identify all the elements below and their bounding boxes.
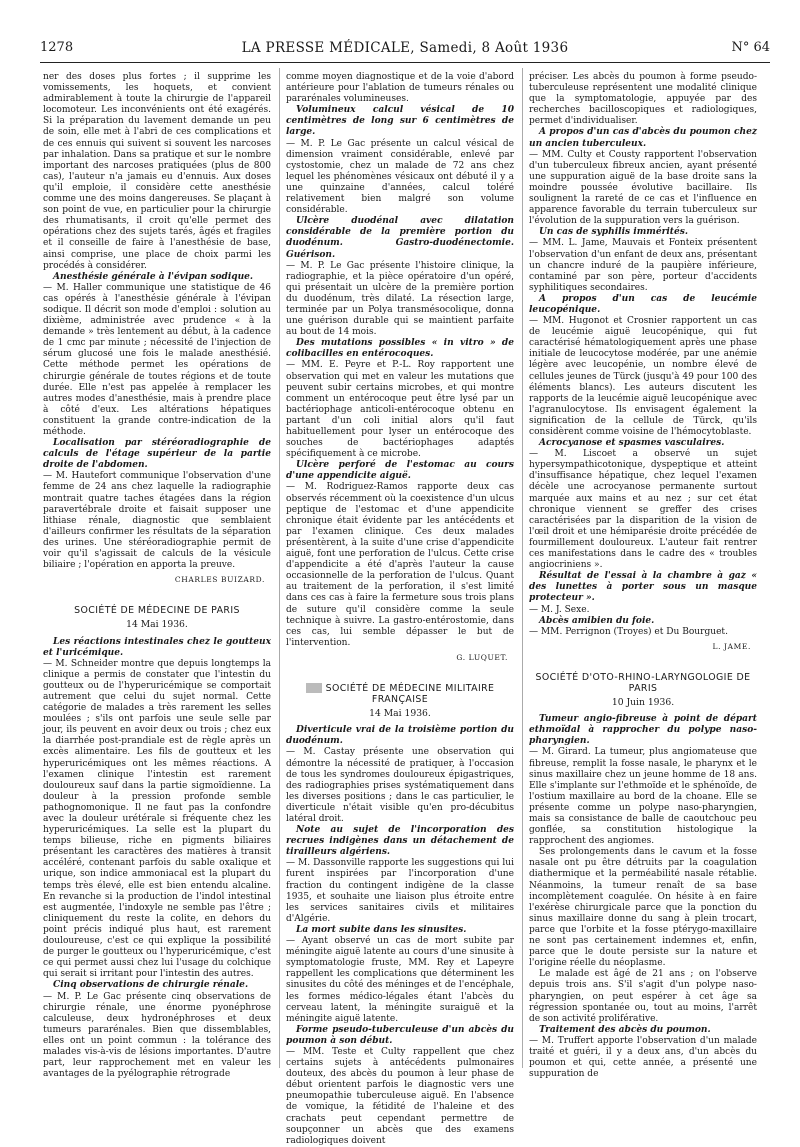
issue-number: N° 64: [731, 40, 770, 55]
paragraph: — M. Liscoet a observé un sujet hypersympathicotonique, dyspeptique et atteint d'insuffisance hépatique, chez lequel l'examen décèle une acrocyanose permanente surtout marquée aux mains et au nez ; sur cet état chronique viennent se greffer des crises caractérisées par la disparition de la vision de l'œil droit et une hémiparésie droite précédée de fourmillement douloureux. L'auteur fait rentrer ces manifestations dans le cadre des « troubles angiocriniens ».: [529, 449, 757, 571]
paragraph: — MM. Perrignon (Troyes) et Du Bourguet.: [529, 626, 728, 637]
article-heading: La mort subite dans les sinusites.: [296, 924, 467, 935]
article-heading: A propos d'un cas de leucémie leucopénique.: [529, 293, 757, 315]
paragraph: — M. P. Le Gac présente cinq observations de chirurgie rénale, une énorme pyonéphrose calculeuse, deux hydronéphroses et deux tumeurs pararénales. Bien que dissemblables, elles ont un point commun : la tolérance des malades vis-à-vis de lésions importantes. D'autre part, leur rapprochement met en valeur les avantages de la pyélographie rétrograde: [43, 991, 271, 1080]
paragraph: — MM. Teste et Culty rappellent que chez certains sujets à antécédents pulmonaires douteux, des abcès du poumon à leur phase de début orientent parfois le diagnostic vers une pneumopathie tuberculeuse aiguë. En l'absence de vomique, la fétidité de l'haleine et des crachats peut cependant permettre de soupçonner un abcès que des examens radiologiques doivent: [286, 1046, 514, 1146]
article-heading: A propos d'un cas d'abcès du poumon chez un ancien tuberculeux.: [529, 127, 757, 149]
stamp-mark: [306, 683, 322, 693]
header-rule: [40, 62, 770, 63]
paragraph: — M. Truffert apporte l'observation d'un malade traité et guéri, il y a deux ans, d'un abcès du poumon et qui, cette année, a présenté une suppuration de: [529, 1035, 757, 1080]
paragraph: préciser. Les abcès du poumon à forme pseudo-tuberculeuse représentent une modalité clinique que la symptomatologie, appuyée par des recherches bacilloscopiques et radiologiques, permet d'individualiser.: [529, 72, 757, 127]
section-title-text: SOCIÉTÉ DE MÉDECINE MILITAIRE FRANÇAISE: [325, 682, 495, 706]
column-divider: [279, 68, 280, 1068]
section-title: [286, 683, 514, 705]
section-title: SOCIÉTÉ DE MÉDECINE DE PARIS: [74, 605, 240, 617]
page-number: 1278: [40, 40, 74, 55]
article-heading: Localisation par stéréoradiographie de calculs de l'étage supérieur de la partie droite de l'abdomen.: [43, 438, 271, 471]
paragraph: — Ayant observé un cas de mort subite par méningite aiguë latente au cours d'une sinusite à symptomatologie fruste, MM. Rey et Lapeyre rappellent les complications que déterminent les sinusites du côté des méninges et de l'encéphale, les formes médico-légales étant l'abcès du cerveau latent, la méningite suraiguë et la méningite aiguë latente.: [286, 936, 514, 1024]
paragraph: — M. P. Le Gac présente un calcul vésical de dimension vraiment considérable, enlevé par cystostomie, chez un malade de 72 ans chez lequel les phénomènes vésicaux ont débuté il y a une quinzaine d'années, calcul toléré relativement bien malgré son volume considérable.: [286, 138, 514, 216]
paragraph: Ses prolongements dans le cavum et la fosse nasale ont pu être détruits par la coagulation diathermique et la perméabilité nasale rétablie. Néanmoins, la tumeur renaît de sa base incomplètement coagulée. On hésite à en faire l'exérèse chirurgicale parce que la ponction du sinus maxillaire donne du sang à plein trocart, parce que l'orbite et la fosse ptérygo-maxillaire ne sont pas certainement indemnes et, enfin, parce que le doute persiste sur la nature et l'origine réelle du néoplasme.: [529, 847, 757, 969]
article-heading: Tumeur angio-fibreuse à point de départ ethmoïdal à rapprocher du polype naso-pharyngien.: [529, 714, 757, 747]
paragraph: comme moyen diagnostique et de la voie d'abord antérieure pour l'ablation de tumeurs rénales ou pararénales volumineuses.: [286, 72, 514, 105]
paragraph: — M. Rodriguez-Ramos rapporte deux cas observés récemment où la coexistence d'un ulcus peptique de l'estomac et d'une appendicite chronique était évidente par les antécédents et par l'examen clinique. Ces deux malades présentèrent, à la suite d'une crise d'appendicite aiguë, font une perforation de l'ulcus. Cette crise d'appendicite a été d'après l'auteur la cause occasionnelle de la perforation de l'ulcus. Quant au traitement de la perforation, il s'est limité dans ces cas à faire la fermeture sous trois plans de suture qu'il considère comme la seule technique à suivre. La gastro-entérostomie, dans ces cas, lui semble dépasser le but de l'intervention.: [286, 482, 514, 648]
signature: CHARLES BUIZARD.: [174, 575, 265, 585]
journal-title: LA PRESSE MÉDICALE, Samedi, 8 Août 1936: [241, 40, 569, 56]
article-heading: Acrocyanose et spasmes vasculaires.: [539, 438, 725, 449]
paragraph: — MM. Culty et Cousty rapportent l'observation d'un tuberculeux fibreux ancien, ayant présenté une suppuration aiguë de la base droite sans la moindre poussée évolutive bacillaire. Ils soulignent la rareté de ce cas et l'influence en apparence favorable du terrain tuberculeux sur l'évolution de la suppuration vers la guérison.: [529, 149, 757, 227]
article-heading: Des mutations possibles « in vitro » de colibacilles en entérocoques.: [286, 338, 514, 360]
page-header: [40, 40, 770, 60]
column-middle: [286, 72, 514, 1146]
paragraph: — MM. L. Jame, Mauvais et Fonteix présentent l'observation d'un enfant de deux ans, présentant un chancre induré de la paupière inférieure, contaminé par son père, porteur d'accidents syphilitiques secondaires.: [529, 238, 757, 293]
article-heading: Forme pseudo-tuberculeuse d'un abcès du poumon à son début.: [286, 1024, 514, 1046]
article-heading: Anesthésie générale à l'évipan sodique.: [53, 271, 254, 282]
article-heading: Traitement des abcès du poumon.: [539, 1024, 711, 1035]
signature: L. JAME.: [712, 641, 751, 651]
paragraph: — M. Hautefort communique l'observation d'une femme de 24 ans chez laquelle la radiographie montrait quatre taches étagées dans la région paravertébrale droite et faisait supposer une lithiase rénale, diagnostic que semblaient d'ailleurs confirmer les résultats de la séparation des urines. Une stéréoradiographie permit de voir qu'il s'agissait de calculs de la vésicule biliaire ; l'opération en apporta la preuve.: [43, 471, 271, 571]
paragraph: — M. Girard. La tumeur, plus angiomateuse que fibreuse, remplit la fosse nasale, le pharynx et le sinus maxillaire chez un jeune homme de 18 ans. Elle s'implante sur l'ethmoïde et le sphénoïde, de l'ostium maxillaire au bord de la choane. Elle se présente comme un polype naso-pharyngien, mais sa consistance de balle de caoutchouc peu gonflée, sa constitution histologique la rapprochent des angiomes.: [529, 747, 757, 847]
article-heading: Diverticule vrai de la troisième portion du duodénum.: [286, 725, 514, 747]
column-divider: [522, 68, 523, 1068]
session-date: 10 Juin 1936.: [611, 697, 675, 709]
article-heading: Cinq observations de chirurgie rénale.: [53, 980, 249, 991]
paragraph: Le malade est âgé de 21 ans ; on l'observe depuis trois ans. S'il s'agit d'un polype naso-pharyngien, on peut espérer à cet âge sa régression spontanée ou, tout au moins, l'arrêt de son activité proliférative.: [529, 969, 757, 1024]
article-heading: Un cas de syphilis immérités.: [539, 227, 688, 238]
paragraph: — M. J. Sexe.: [529, 604, 590, 615]
article-heading: Résultat de l'essai à la chambre à gaz « des lunettes à porter sous un masque protecteur ».: [529, 571, 757, 604]
paragraph: — MM. Hugonot et Crosnier rapportent un cas de leucémie aiguë leucopénique, qui fut caractérisé hématologiquement après une phase initiale de leucocytose modérée, par une anémie légère avec leucopénie, un nombre élevé de cellules jeunes de Türck (jusqu'à 49 pour 100 des éléments blancs). Les auteurs discutent les rapports de la leucémie aiguë leucopénique avec l'agranulocytose. Ils envisagent également la signification de la cellule de Türck, qu'ils considèrent comme voisine de l'hémocytoblaste.: [529, 316, 757, 437]
paragraph: — M. Schneider montre que depuis longtemps la clinique a permis de constater que l'intestin du goutteux ou de l'hyperuricémique se comportait autrement que celui du sujet normal. Cette catégorie de malades a très rarement les selles moulées ; s'ils ont parfois une seule selle par jour, ils peuvent en avoir deux ou trois ; chez eux la diarrhée post-prandiale est de règle après un excès alimentaire. Les fils de goutteux et les hyperuricémiques ont les mêmes réactions. A l'examen clinique l'intestin est rarement douloureux sauf dans la partie sigmoïdienne. La douleur à la pression profonde semble pathognomonique. Il ne faut pas la confondre avec la douleur urétérale si fréquente chez les hyperuricémiques. La selle est la plupart du temps bilieuse, riche en pigments biliaires présentant les caractères des matières à transit accéléré, contenant parfois du sable oxalique et urique, son indice ammoniacal est la plupart du temps très élevé, elle est bien entendu alcaline. En revanche si la production de l'indol intestinal est augmentée, l'indoxyle ne semble pas l'être ; cliniquement du reste la colite, en dehors du point précis indiqué plus haut, est rarement douloureuse, c'est ce qui explique la possibilité de purger le goutteux ou l'hyperuricémique, c'est ce qui permet aussi chez lui l'usage du colchique qui serait si irritant pour l'intestin des autres.: [43, 658, 271, 980]
article-heading: Les réactions intestinales chez le goutteux et l'uricémique.: [43, 636, 271, 658]
column-left: [43, 72, 271, 1080]
paragraph: ner des doses plus fortes ; il supprime les vomissements, les hoquets, et convient admirablement à toute la chirurgie de l'appareil locomoteur. Les inconvénients ont été exagérés. Si la préparation du lavement demande un peu de soin, elle met à l'abri de ces complications et de ces ennuis qui suivent si souvent les narcoses par inhalation. Dans sa pratique et sur le nombre important des narcoses pratiquées (plus de 800 cas), l'auteur n'a jamais eu d'ennuis. Aux doses qu'il emploie, il considère cette anesthésie comme une des moins dangereuses. Se plaçant à son point de vue, en particulier pour la chirurgie des rhumatisants, il croit qu'elle permet des opérations chez des sujets tarés, âgés et fragiles et il conseille de faire à l'anesthésie de base, ainsi comprise, une place de choix parmi les procédés à considérer.: [43, 72, 271, 271]
article-heading: Ulcère duodénal avec dilatation considérable de la première portion du duodénum. Gastro-duodénectomie. Guérison.: [286, 216, 514, 260]
article-heading: Volumineux calcul vésical de 10 centimètres de long sur 6 centimètres de large.: [286, 105, 514, 138]
session-date: 14 Mai 1936.: [126, 619, 188, 631]
session-date: 14 Mai 1936.: [369, 708, 431, 720]
paragraph: — MM. E. Peyre et P.-L. Roy rapportent une observation qui met en valeur les mutations que peuvent subir certains microbes, et qui montre comment un entérocoque peut être lysé par un bactériophage anticoli-entérocoque obtenu en partant d'un coli initial alors qu'il faut habituellement pour lyser un entérocoque des souches de bactériophages adaptés spécifiquement à ce microbe.: [286, 360, 514, 460]
signature: G. LUQUET.: [456, 652, 508, 662]
column-right: [529, 72, 757, 1080]
article-heading: Ulcère perforé de l'estomac au cours d'une appendicite aiguë.: [286, 460, 514, 482]
article-heading: Note au sujet de l'incorporation des recrues indigènes dans un détachement de tirailleurs algériens.: [286, 825, 514, 858]
paragraph: — M. P. Le Gac présente l'histoire clinique, la radiographie, et la pièce opératoire d'un opéré, qui présentait un ulcère de la première portion du duodénum, très dilaté. La résection large, terminée par un Polya transmésocolique, donna une guérison durable qui se maintient parfaite au bout de 14 mois.: [286, 260, 514, 338]
paragraph: — M. Haller communique une statistique de 46 cas opérés à l'anesthésie générale à l'évipan sodique. Il décrit son mode d'emploi : solution au dixième, administrée avec prudence « à la demande » très lentement au début, à la cadence de 1 cmc par minute ; nécessité de l'injection de sérum glucosé une fois le malade anesthésié. Cette méthode permet les opérations de chirurgie générale de toutes régions et de toute durée. Elle n'est pas appelée à remplacer les autres modes d'anesthésie, mais à prendre place à côté d'eux. Les altérations hépatiques constituent la grande contre-indication de la méthode.: [43, 282, 271, 437]
paragraph: — M. Dassonville rapporte les suggestions qui lui furent inspirées par l'incorporation d'une fraction du contingent indigène de la classe 1935, et souhaite une liaison plus étroite entre les services sanitaires civils et militaires d'Algérie.: [286, 858, 514, 924]
paragraph: — M. Castay présente une observation qui démontre la nécessité de pratiquer, à l'occasion de tous les syndromes douloureux épigastriques, des radiographies prises systématiquement dans les diverses positions ; dans le cas particulier, le diverticule n'était visible qu'en pro-décubitus latéral droit.: [286, 747, 514, 824]
section-title: SOCIÉTÉ D'OTO-RHINO-LARYNGOLOGIE DE PARIS: [535, 671, 751, 694]
article-heading: Abcès amibien du foie.: [539, 615, 655, 626]
